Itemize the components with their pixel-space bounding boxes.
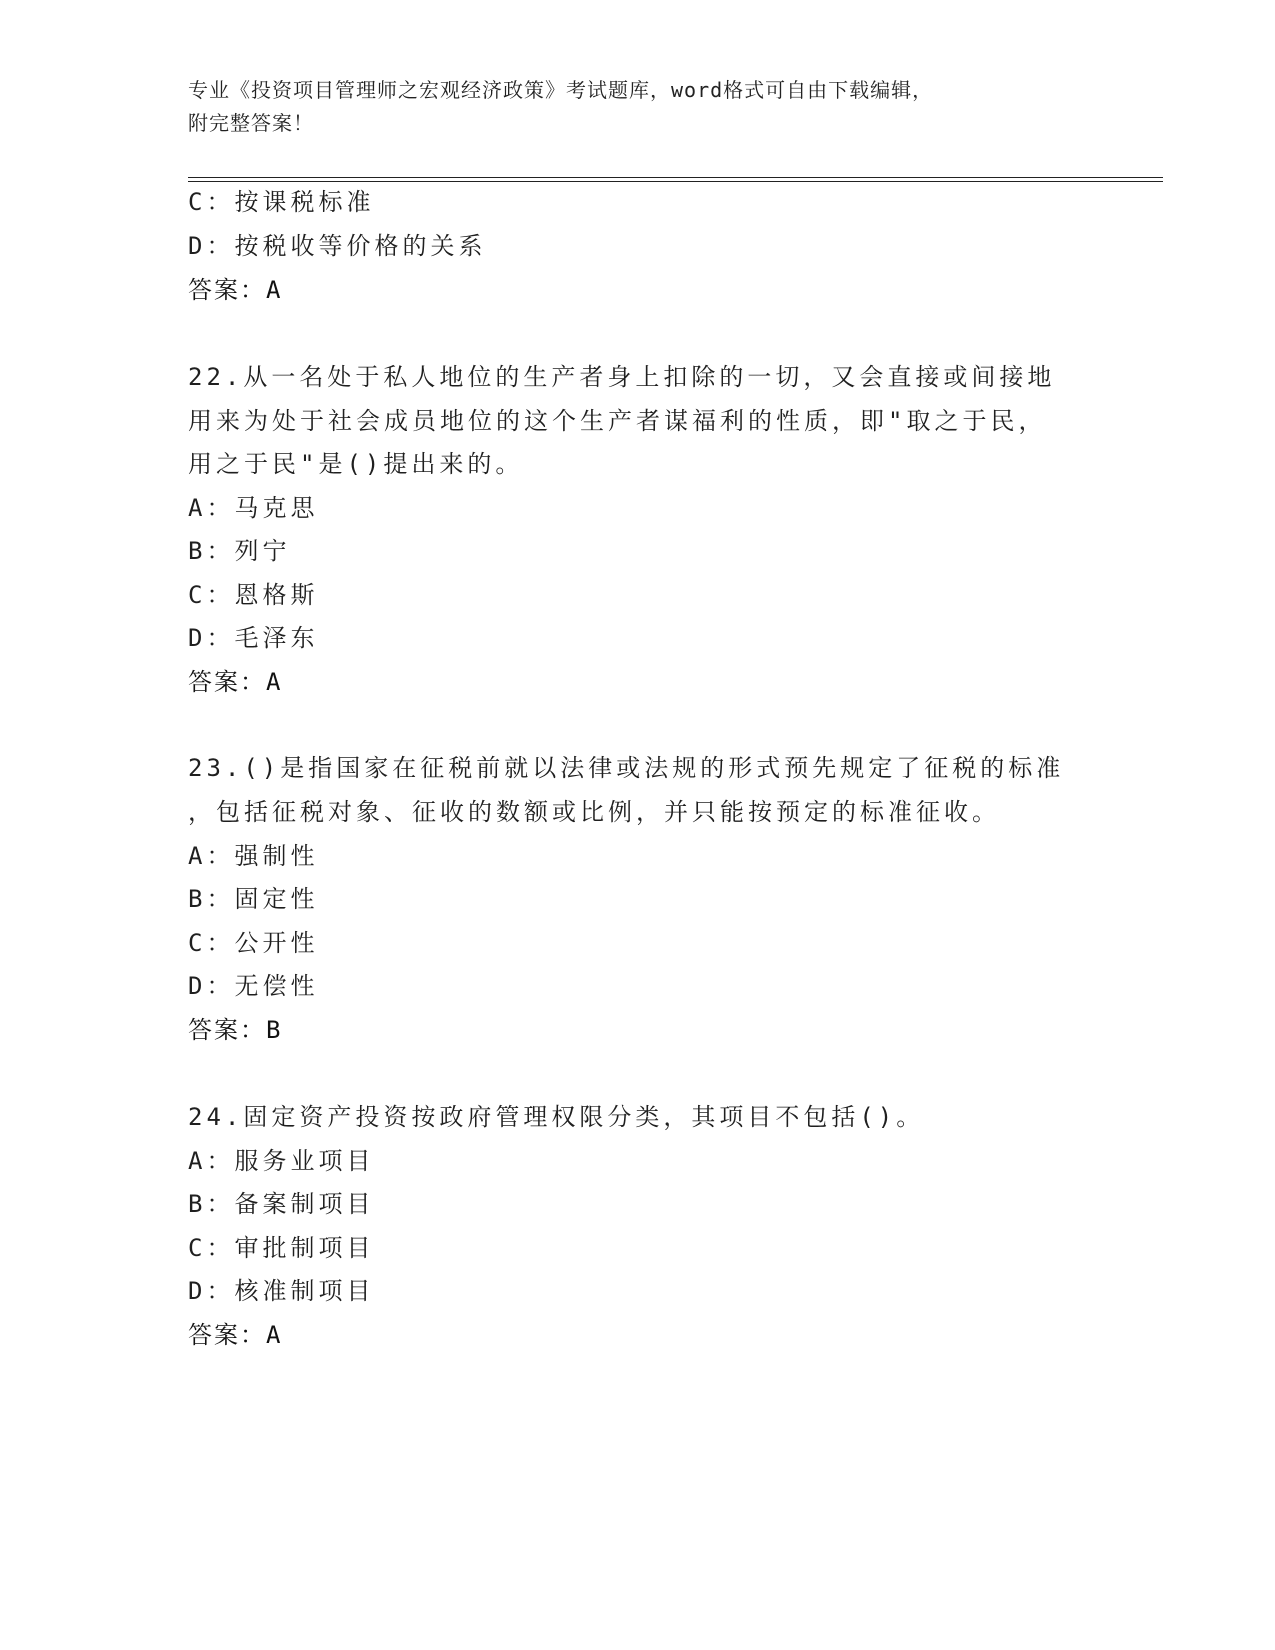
question-24-option-d: D：核准制项目	[188, 1277, 375, 1305]
question-22-option-d: D：毛泽东	[188, 624, 319, 652]
question-23-stem-line-1: 23.()是指国家在征税前就以法律或法规的形式预先规定了征税的标准	[188, 754, 1065, 782]
header-line-1: 专业《投资项目管理师之宏观经济政策》考试题库，word格式可自由下载编辑，	[188, 78, 934, 102]
question-22-stem-line-2: 用来为处于社会成员地位的这个生产者谋福利的性质，即"取之于民，	[188, 407, 1047, 435]
question-22-option-c: C：恩格斯	[188, 581, 319, 609]
question-22-stem-line-3: 用之于民"是()提出来的。	[188, 450, 524, 478]
option-c: C：按课税标准	[188, 188, 375, 216]
question-24-answer: 答案：A	[188, 1321, 283, 1349]
question-22-option-a: A：马克思	[188, 494, 319, 522]
question-24-option-a: A：服务业项目	[188, 1147, 375, 1175]
question-22-answer: 答案：A	[188, 668, 283, 696]
header-line-2: 附完整答案！	[188, 111, 314, 135]
question-23-option-c: C：公开性	[188, 929, 319, 957]
header-divider	[188, 177, 1163, 182]
option-d: D：按税收等价格的关系	[188, 232, 487, 260]
question-24-option-c: C：审批制项目	[188, 1234, 375, 1262]
answer-line: 答案：A	[188, 276, 283, 304]
question-24-stem-line-1: 24.固定资产投资按政府管理权限分类，其项目不包括()。	[188, 1103, 925, 1131]
question-23-option-d: D：无偿性	[188, 972, 319, 1000]
document-header	[188, 74, 1068, 140]
question-23-stem-line-2: ，包括征税对象、征收的数额或比例，并只能按预定的标准征收。	[188, 798, 1000, 826]
question-22-stem-line-1: 22.从一名处于私人地位的生产者身上扣除的一切，又会直接或间接地	[188, 363, 1056, 391]
question-24-option-b: B：备案制项目	[188, 1190, 375, 1218]
question-23-option-a: A：强制性	[188, 842, 319, 870]
question-23-answer: 答案：B	[188, 1016, 283, 1044]
question-22-option-b: B：列宁	[188, 537, 291, 565]
question-23-option-b: B：固定性	[188, 885, 319, 913]
